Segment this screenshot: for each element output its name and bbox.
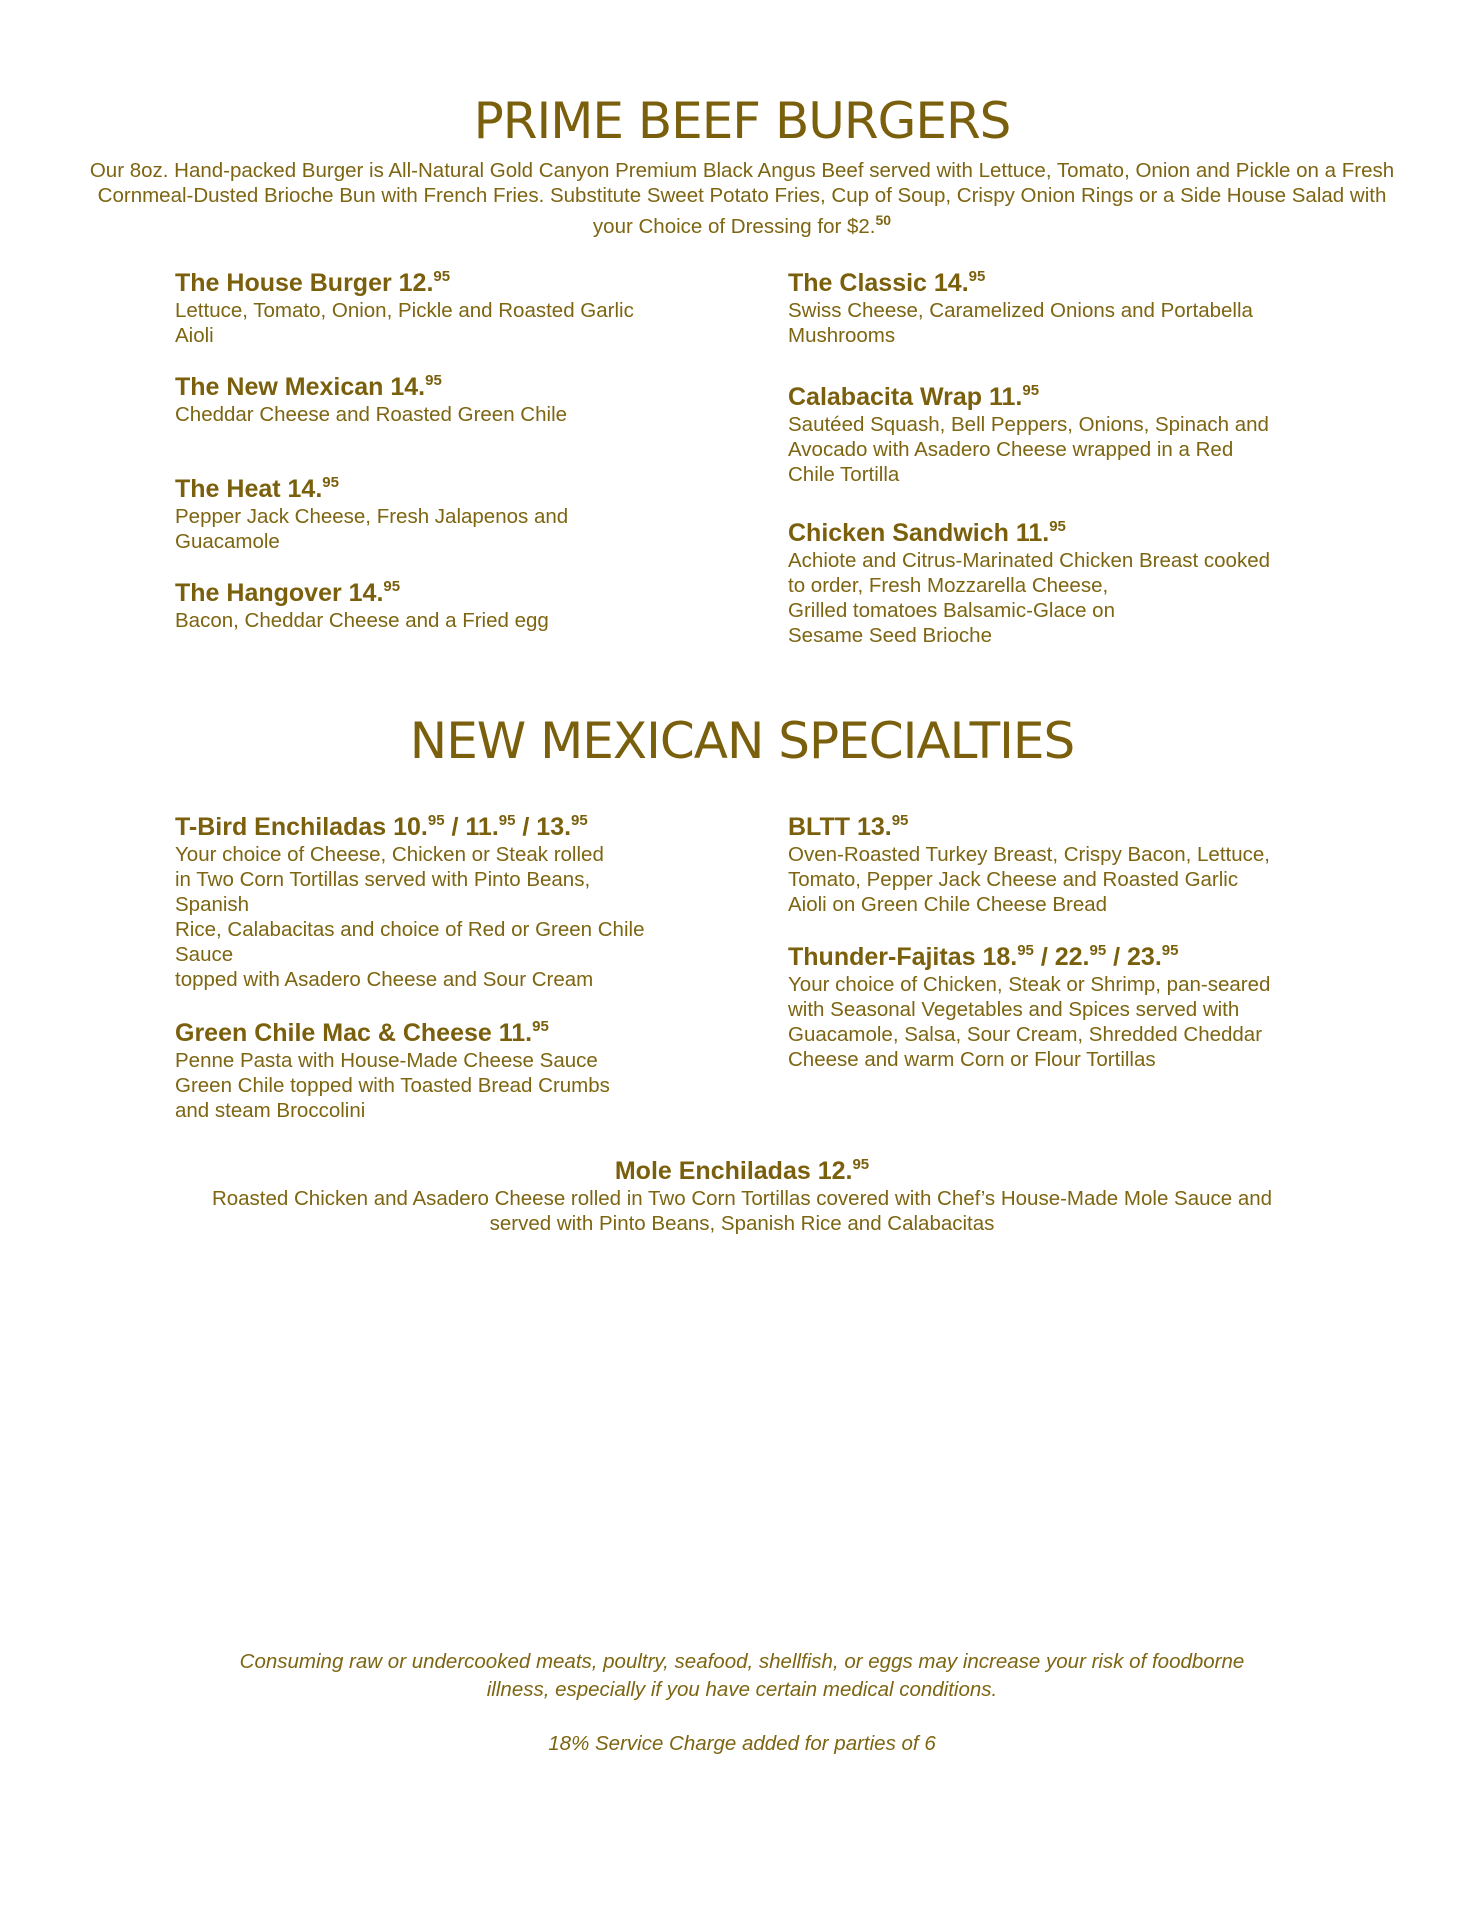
specialties-title: NEW MEXICAN SPECIALTIES xyxy=(409,712,1075,770)
menu-item-mole-enchiladas: Mole Enchiladas 12.95 Roasted Chicken and Asadero Cheese rolled in Two Corn Tortillas covered with Chef’s House-Made Mole Sauce and served with Pinto Beans, Spanish Rice and Calabacitas xyxy=(211,1156,1273,1235)
menu-item-hangover: The Hangover 14.95 Bacon, Cheddar Cheese and a Fried egg xyxy=(175,578,549,632)
menu-item-thunder-fajitas: Thunder-Fajitas 18.95 / 22.95 / 23.95 Your choice of Chicken, Steak or Shrimp, pan-seared with Seasonal Vegetables and Spices served with Guacamole, Salsa, Sour Cream, Shredded Cheddar Cheese and warm Corn or Flour Tortillas xyxy=(788,942,1271,1071)
food-safety-warning: Consuming raw or undercooked meats, poultry, seafood, shellfish, or eggs may increase your risk of foodborne illness, especially if you have certain medical conditions. xyxy=(239,1650,1245,1701)
burgers-intro: Our 8oz. Hand-packed Burger is All-Natural Gold Canyon Premium Black Angus Beef served with Lettuce, Tomato, Onion and Pickle on a Fresh Cornmeal-Dusted Brioche Bun with French Fries. Substitute Sweet Potato Fries, Cup of Soup, Crispy Onion Rings or a Side House Salad with your Choice of Dressing for $2.50 xyxy=(89,159,1395,238)
menu-item-calabacita-wrap: Calabacita Wrap 11.95 Sautéed Squash, Bell Peppers, Onions, Spinach and Avocado with Asadero Cheese wrapped in a Red Chile Tortilla xyxy=(788,382,1269,486)
menu-item-house-burger: The House Burger 12.95 Lettuce, Tomato, Onion, Pickle and Roasted Garlic Aioli xyxy=(175,268,634,347)
menu-item-classic: The Classic 14.95 Swiss Cheese, Caramelized Onions and Portabella Mushrooms xyxy=(788,268,1253,347)
menu-item-tbird-enchiladas: T-Bird Enchiladas 10.95 / 11.95 / 13.95 Your choice of Cheese, Chicken or Steak rolled in Two Corn Tortillas served with Pinto Beans, Spanish Rice, Calabacitas and choice of Red or Green Chile Sauce topped with Asadero Cheese and Sour Cream xyxy=(175,812,645,991)
menu-item-the-heat: The Heat 14.95 Pepper Jack Cheese, Fresh Jalapenos and Guacamole xyxy=(175,474,569,553)
menu-item-new-mexican: The New Mexican 14.95 Cheddar Cheese and Roasted Green Chile xyxy=(175,372,568,426)
service-charge-note: 18% Service Charge added for parties of 6 xyxy=(548,1732,936,1755)
menu-item-bltt: BLTT 13.95 Oven-Roasted Turkey Breast, Crispy Bacon, Lettuce, Tomato, Pepper Jack Cheese and Roasted Garlic Aioli on Green Chile Cheese Bread xyxy=(788,812,1270,916)
burgers-title: PRIME BEEF BURGERS xyxy=(473,92,1011,150)
menu-item-green-chile-mac: Green Chile Mac & Cheese 11.95 Penne Pasta with House-Made Cheese Sauce Green Chile topped with Toasted Bread Crumbs and steam Broccolini xyxy=(175,1018,610,1122)
menu-item-chicken-sandwich: Chicken Sandwich 11.95 Achiote and Citrus-Marinated Chicken Breast cooked to order, Fresh Mozzarella Cheese, Grilled tomatoes Balsamic-Glace on Sesame Seed Brioche xyxy=(788,518,1270,647)
